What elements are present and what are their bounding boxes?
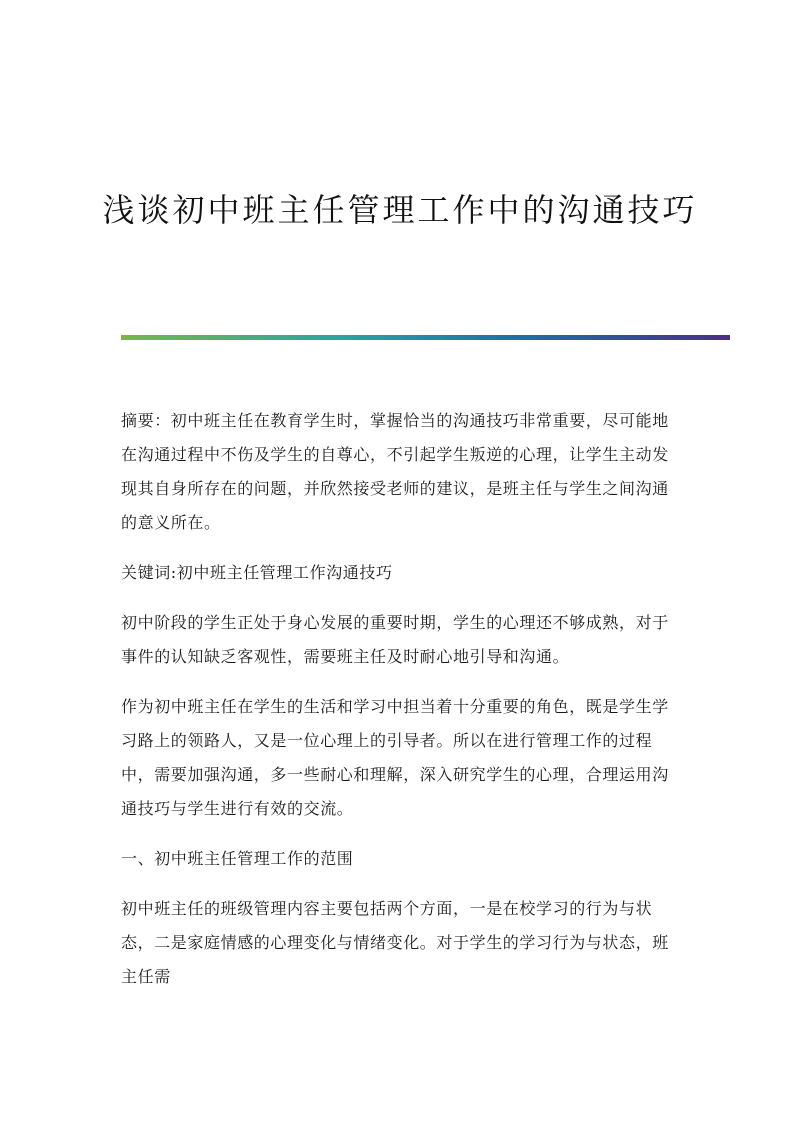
body-paragraph: 作为初中班主任在学生的生活和学习中担当着十分重要的角色，既是学生学习路上的领路人，又是一位心理上的引导者。所以在进行管理工作的过程中，需要加强沟通，多一些耐心和理解，深入研究学生的心理，合理运用沟通技巧与学生进行有效的交流。: [121, 697, 669, 818]
document-body: [121, 404, 681, 1010]
page-title: 浅谈初中班主任管理工作中的沟通技巧: [102, 191, 698, 229]
abstract-paragraph: 摘要：初中班主任在教育学生时，掌握恰当的沟通技巧非常重要，尽可能地在沟通过程中不伤及学生的自尊心，不引起学生叛逆的心理，让学生主动发现其自身所存在的问题，并欣然接受老师的建议，是班主任与学生之间沟通的意义所在。: [121, 411, 669, 532]
keywords-paragraph: 关键词:初中班主任管理工作沟通技巧: [121, 563, 393, 582]
body-paragraph: 初中阶段的学生正处于身心发展的重要时期，学生的心理还不够成熟，对于事件的认知缺乏客观性，需要班主任及时耐心地引导和沟通。: [121, 613, 669, 666]
title-divider: [121, 335, 730, 340]
section-heading: 一、初中班主任管理工作的范围: [121, 849, 354, 868]
body-paragraph: 初中班主任的班级管理内容主要包括两个方面，一是在校学习的行为与状态，二是家庭情感的心理变化与情绪变化。对于学生的学习行为与状态，班主任需: [121, 899, 669, 986]
